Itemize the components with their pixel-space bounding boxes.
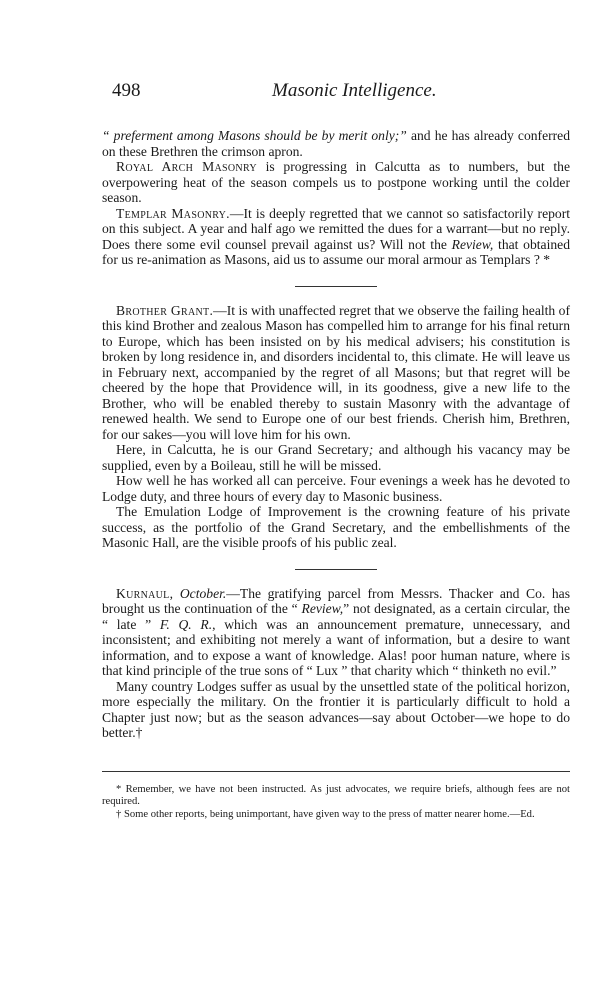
footnote-2: † Some other reports, being unimportant, have given way to the press of matter nearer home.—Ed. (116, 808, 535, 820)
footnote-1: * Remember, we have not been instructed. As just advocates, we require briefs, although fees are not required. (102, 783, 570, 807)
paragraph-emulation-lodge (102, 504, 570, 551)
month-label: October. (173, 585, 227, 601)
paragraph-text: The Emulation Lodge of Improvement is the crowning feature of his private success, as the portfolio of the Grand Secretary, and the embellishments of the Masonic Hall, are the visible proofs of his public zeal. (102, 504, 570, 550)
section-lead-royal-arch: Royal Arch Masonry (116, 159, 257, 174)
review-title: Review, (451, 236, 494, 252)
paragraph-text: and although his vacancy may be supplied, even by a Boileau, still he will be missed. (102, 442, 570, 473)
review-title: Review, (301, 601, 344, 616)
paragraph-royal-arch (102, 159, 570, 206)
paragraph-text: —It is deeply regretted that we cannot so satisfactorily report on this subject. A year and half ago we remitted the dues for a warrant—but no reply. Does there some evil counsel prevail against us? Will not the (102, 205, 570, 252)
paragraph-text: and he has already conferred on these Brethren the crimson apron. (102, 128, 571, 159)
page-number: 498 (112, 80, 141, 101)
paragraph-text: , which was an announcement premature, unnecessary, and inconsistent; and exhibiting not merely a want of information, but a desire to want information, and to expose a want of knowledge. Alas! poor human nature, where is that kind principle of the true sons of “ Lux ” that charity which “ thinketh no evil.” (102, 616, 571, 678)
paragraph-calcutta (102, 442, 570, 473)
article-body (102, 128, 570, 821)
quote-preferment: “ preferment among Masons should be by merit only;” (102, 128, 407, 143)
paragraph-brother-grant (102, 303, 570, 443)
fqr-abbrev: F. Q. R. (159, 616, 213, 632)
paragraph-templar (102, 206, 570, 268)
paragraph-preferment (102, 128, 570, 159)
paragraph-worked (102, 473, 570, 504)
section-lead-brother-grant: Brother Grant. (116, 302, 214, 318)
semicolon: ; (368, 442, 374, 457)
section-lead-kurnaul: Kurnaul, (116, 585, 174, 601)
paragraph-text: —It is with unaffected regret that we observe the failing health of this kind Brother and zealous Mason has compelled him to arrange for his final return to Europe, which has been insisted on by his medical advisers; his constitution is broken by long residence in, and disorders incidental to, this climate. He will leave us in February next, accompanied by the regret of all Masons; but that regret will be cheered by the hope that Providence will, in its goodness, give a new life to the Brother, who will be enabled thereby to sustain Masonry with the advantage of renewed health. We send to Europe one of our best friends. Cherish him, Brethren, for our sakes—you will love him for his own. (102, 302, 570, 442)
footnote-divider (102, 771, 570, 772)
page-header (112, 80, 572, 106)
paragraph-text: ” not designated, as a certain circular, the “ late ” (102, 601, 570, 632)
section-divider (295, 286, 377, 287)
paragraph-country-lodges (102, 679, 570, 741)
paragraph-text: Many country Lodges suffer as usual by the unsettled state of the political horizon, more especially the military. On the frontier it is particularly difficult to hold a Chapter just now; but as the season advances—say about October—we hope to do better.† (102, 678, 570, 740)
paragraph-text: How well he has worked all can perceive. Four evenings a week has he devoted to Lodge duty, and three hours of every day to Masonic business. (102, 473, 570, 504)
running-title: Masonic Intelligence. (272, 80, 437, 101)
section-lead-templar: Templar Masonry. (116, 205, 230, 221)
paragraph-kurnaul (102, 586, 570, 679)
paragraph-text: —The gratifying parcel from Messrs. Thacker and Co. has brought us the continuation of the “ (102, 585, 570, 616)
paragraph-text: that obtained for us re-animation as Masons, aid us to assume our moral armour as Templars ? * (102, 236, 570, 267)
section-divider (295, 569, 377, 570)
paragraph-text: is progressing in Calcutta as to numbers, but the overpowering heat of the season compels us to postpone working until the colder season. (102, 159, 570, 205)
paragraph-text: Here, in Calcutta, he is our Grand Secretary (116, 442, 369, 457)
